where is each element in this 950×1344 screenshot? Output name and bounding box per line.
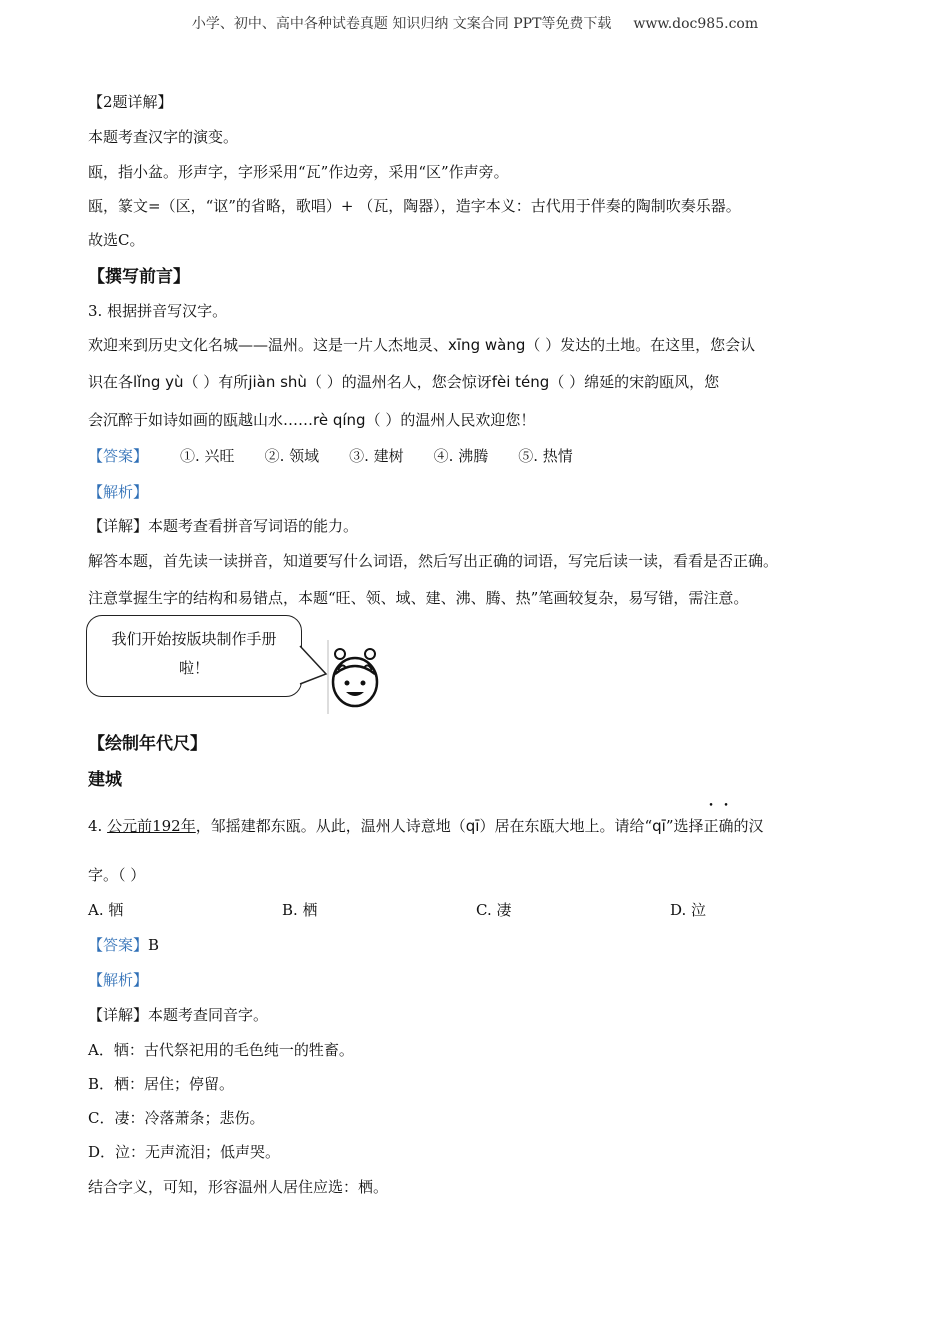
q2-heading: 【2题详解】 <box>88 93 173 111</box>
q3-answer <box>88 445 603 466</box>
q3-analysis-label: 【解析】 <box>88 483 149 501</box>
q3-line-1 <box>88 334 755 355</box>
text: （ ）有所 <box>183 373 249 391</box>
q3-detail-3: 注意掌握生字的结构和易错点，本题“旺、领、域、建、沸、腾、热”笔画较复杂，易写错，需注意。 <box>88 589 749 607</box>
page-header <box>0 13 950 33</box>
pinyin-4: fèi téng <box>491 373 550 391</box>
text: 识在各 <box>88 373 134 391</box>
bubble-line-1: 我们开始按版块制作手册 <box>111 630 277 648</box>
q4-detail-b: B．栖：居住；停留。 <box>88 1075 235 1093</box>
q2-para-2: 瓯，指小盆。形声字，字形采用“瓦”作边旁，采用“区”作声旁。 <box>88 163 509 181</box>
q2-para-1: 本题考查汉字的演变。 <box>88 128 239 146</box>
pinyin-5: rè qíng <box>313 411 366 429</box>
section-timeline-title: 【绘制年代尺】 <box>88 734 207 754</box>
answer-label: 【答案】 <box>88 447 149 465</box>
section-preface-title: 【撰写前言】 <box>88 267 190 287</box>
q4-num: 4. <box>88 817 108 835</box>
answer-2: ②. 领域 <box>264 447 320 465</box>
answer-1: ①. 兴旺 <box>180 447 235 465</box>
q4-analysis-label: 【解析】 <box>88 971 149 989</box>
option-d: D. 泣 <box>670 901 707 919</box>
answer-3: ③. 建树 <box>349 447 404 465</box>
option-c: C. 凄 <box>476 901 512 919</box>
option-a: A. 牺 <box>88 901 124 919</box>
text: ，邹摇建都东瓯。从此，温州人诗意地（ <box>195 817 466 835</box>
q4-line-1 <box>88 815 764 836</box>
bubble-line-2: 啦！ <box>178 659 209 677</box>
text: （ ）的温州名人，您会惊讶 <box>306 373 492 391</box>
q4-line-2: 字。（ ） <box>88 866 146 884</box>
text: 会沉醉于如诗如画的瓯越山水…… <box>88 411 314 429</box>
header-title: 小学、初中、高中各种试卷真题 知识归纳 文案合同 PPT等免费下载 <box>191 16 612 32</box>
text: （ ）绵延的宋韵瓯风，您 <box>549 373 720 391</box>
answer-value: B <box>148 936 160 954</box>
text: （ ）发达的土地。在这里，您会认 <box>525 336 756 354</box>
q3-detail-2: 解答本题，首先读一读拼音，知道要写什么词语，然后写出正确的词语，写完后读一读，看看是否正确。 <box>88 552 779 570</box>
text: 欢迎来到历史文化名城——温州。这是一片人杰地灵、 <box>88 336 449 354</box>
section-subtitle: 建城 <box>88 770 122 790</box>
text: 的汉 <box>733 817 764 835</box>
q4-detail-a: A．牺：古代祭祀用的毛色纯一的牲畜。 <box>88 1041 354 1059</box>
option-b: B. 栖 <box>282 901 318 919</box>
pinyin-1: xīng wàng <box>448 336 526 354</box>
pinyin-2: lǐng yù <box>133 373 184 391</box>
pinyin-qi: qī <box>465 817 480 835</box>
q3-line-2 <box>88 371 719 392</box>
q4-answer <box>88 934 159 955</box>
q4-underlined-date: 公元前192年 <box>107 817 196 835</box>
q3-line-3 <box>88 409 535 430</box>
text: ”选择 <box>665 817 704 835</box>
q2-para-4: 故选C。 <box>88 231 145 249</box>
pinyin-3: jiàn shù <box>248 373 307 391</box>
pinyin-qi-2: qī <box>652 817 666 835</box>
answer-label: 【答案】 <box>88 936 149 954</box>
q3-detail-1: 【详解】本题考查看拼音写词语的能力。 <box>88 517 359 535</box>
q2-para-3: 瓯，篆文=（区，“讴”的省略，歌唱）+ （瓦，陶器），造字本义：古代用于伴奏的陶制吹奏乐器。 <box>88 197 741 215</box>
emphasis-char-1: 正 <box>703 817 719 835</box>
speech-bubble <box>86 615 302 697</box>
text: ）居在东瓯大地上。请给“ <box>479 817 653 835</box>
answer-4: ④. 沸腾 <box>433 447 489 465</box>
q4-conclusion: 结合字义，可知，形容温州人居住应选：栖。 <box>88 1178 389 1196</box>
cartoon-girl-icon <box>326 640 388 714</box>
header-url[interactable]: www.doc985.com <box>633 16 759 32</box>
emphasis-char-2: 确 <box>718 817 734 835</box>
q4-detail-0: 【详解】本题考查同音字。 <box>88 1006 269 1024</box>
q3-prompt: 3. 根据拼音写汉字。 <box>88 302 228 320</box>
answer-5: ⑤. 热情 <box>518 447 573 465</box>
q4-detail-c: C．凄：冷落萧条；悲伤。 <box>88 1109 265 1127</box>
text: （ ）的温州人民欢迎您！ <box>365 411 536 429</box>
q4-detail-d: D．泣：无声流泪；低声哭。 <box>88 1143 281 1161</box>
